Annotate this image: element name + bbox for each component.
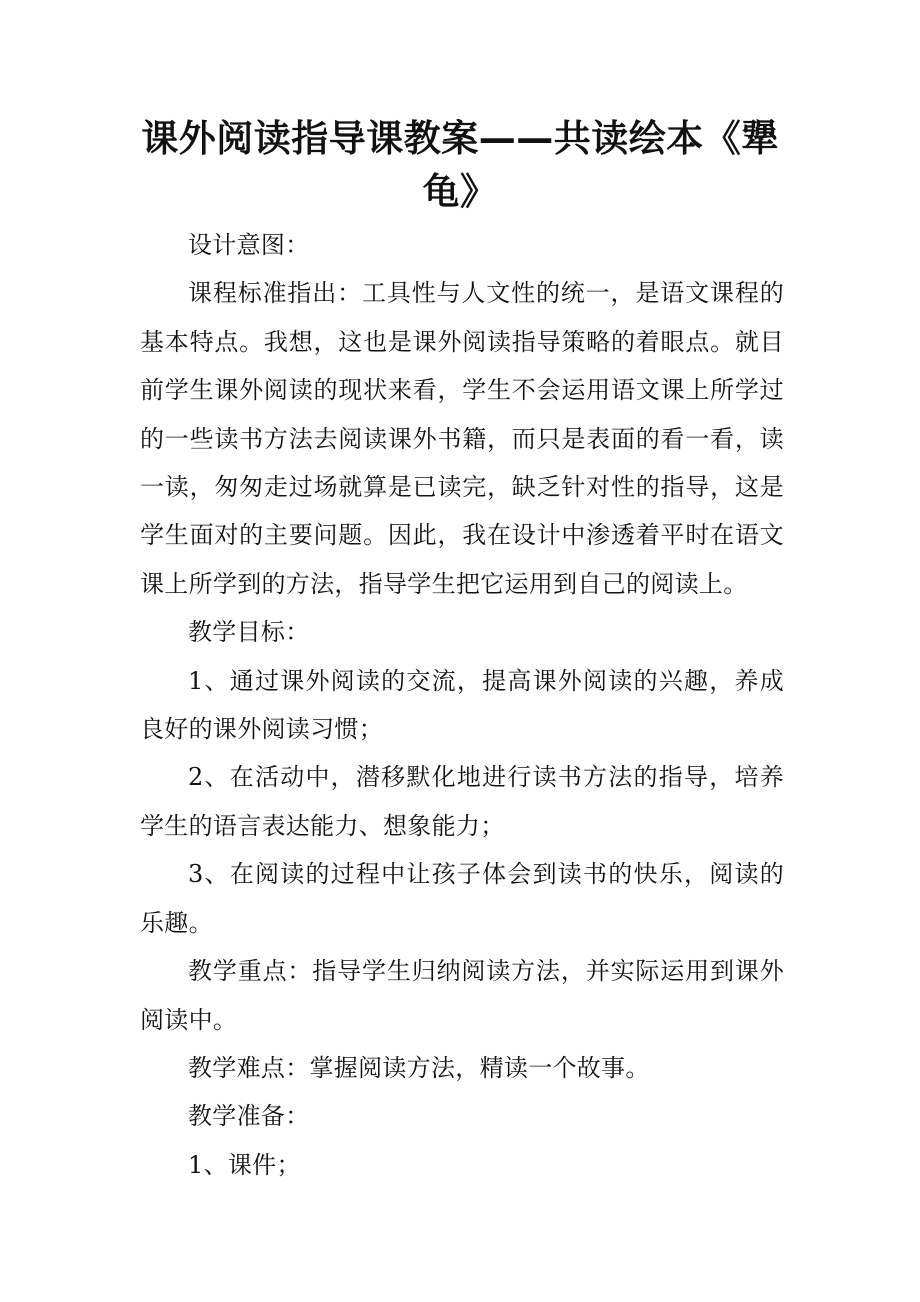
paragraph-curriculum-standard: 课程标准指出：工具性与人文性的统一，是语文课程的基本特点。我想，这也是课外阅读指导策略的着眼点。就目前学生课外阅读的现状来看，学生不会运用语文课上所学过的一些读书方法去阅读课外书籍，而只是表面的看一看，读一读，匆匆走过场就算是已读完，缺乏针对性的指导，这是学生面对的主要问题。因此，我在设计中渗透着平时在语文课上所学到的方法，指导学生把它运用到自己的阅读上。 <box>140 279 784 598</box>
document-body <box>140 221 784 1189</box>
preparation-item-1: 1、课件； <box>188 1150 301 1179</box>
goal-item-3: 3、在阅读的过程中让孩子体会到读书的快乐，阅读的乐趣。 <box>140 860 784 937</box>
paragraph-teaching-difficulty: 教学难点：掌握阅读方法，精读一个故事。 <box>188 1053 650 1082</box>
document-title: 课外阅读指导课教案——共读绘本《犟龟》 <box>141 117 779 213</box>
goal-item-1: 1、通过课外阅读的交流，提高课外阅读的兴趣，养成良好的课外阅读习惯； <box>140 666 784 744</box>
heading-teaching-goals: 教学目标： <box>188 618 310 647</box>
goal-item-2: 2、在活动中，潜移默化地进行读书方法的指导，培养学生的语言表达能力、想象能力； <box>140 763 784 840</box>
paragraph-teaching-focus: 教学重点：指导学生归纳阅读方法，并实际运用到课外阅读中。 <box>140 957 784 1034</box>
heading-design-intent: 设计意图： <box>188 231 310 259</box>
heading-teaching-preparation: 教学准备： <box>188 1102 310 1131</box>
